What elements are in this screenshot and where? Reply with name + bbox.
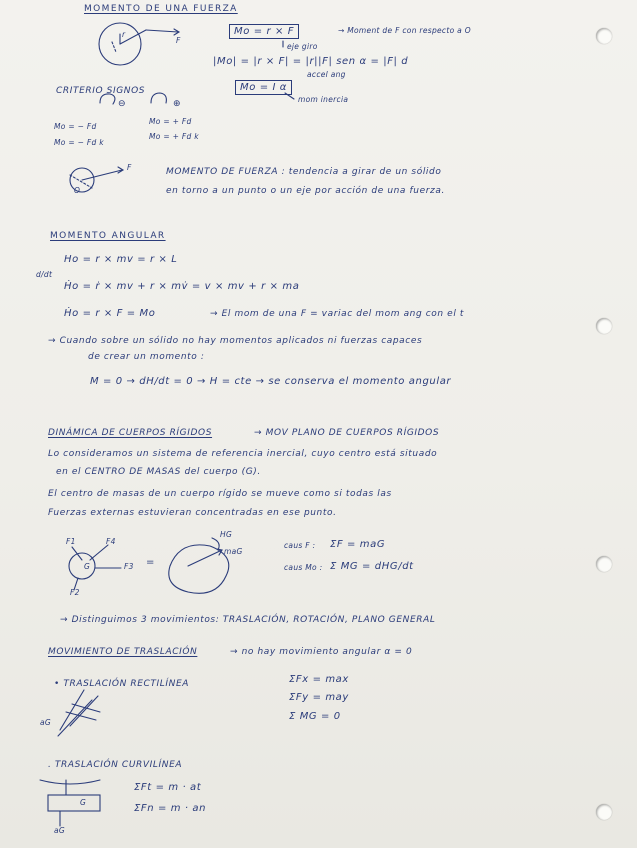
- eje-giro-label: eje giro: [287, 42, 318, 51]
- free-body-circle-diagram: [69, 553, 95, 579]
- moment-variation-note: → El mom de una F = variac del mom ang con el t: [210, 309, 465, 319]
- three-motions-note: → Distinguimos 3 movimientos: TRASLACIÓN, ROTACIÓN, PLANO GENERAL: [60, 615, 436, 625]
- section-title-dinamica-cuerpos-rigidos: DINÁMICA DE CUERPOS RÍGIDOS: [48, 428, 213, 438]
- force-y-equation: ΣFy = may: [289, 692, 349, 703]
- vector-r-label: r: [122, 30, 126, 39]
- force-F4-label: F4: [106, 537, 116, 546]
- moment-definition-line-2: en torno a un punto o un eje por acción de una fuerza.: [166, 186, 445, 196]
- vector-F-label: F: [176, 36, 181, 45]
- rectilinear-translation-title: • TRASLACIÓN RECTILÍNEA: [54, 679, 189, 689]
- force-F2-label: F2: [70, 588, 80, 597]
- curvilinear-acceleration-label: aG: [54, 826, 66, 835]
- moment-inertia-formula: Mo = I α: [235, 80, 292, 95]
- no-angular-motion-note: → no hay movimiento angular α = 0: [230, 647, 413, 657]
- newton-second-law-equation: ΣF = maG: [330, 539, 386, 550]
- reference-frame-line-1: Lo consideramos un sistema de referencia inercial, cuyo centro está situado: [48, 449, 438, 459]
- force-F1-label: F1: [66, 537, 76, 546]
- moment-definition-line-1: MOMENTO DE FUERZA : tendencia a girar de un sólido: [166, 167, 442, 177]
- binder-hole-bottom: [596, 804, 612, 820]
- angular-momentum-derivative: Ḣo = ṙ × mv + r × mv̇ = v × mv + r × ma: [64, 281, 300, 292]
- moment-cross-product-formula: Mo = r × F: [229, 24, 299, 39]
- counterclockwise-arrow-diagram: [151, 93, 166, 103]
- center-of-mass-line-1: El centro de masas de un cuerpo rígido se mueve como si todas las: [48, 489, 392, 499]
- normal-force-equation: ΣFn = m · an: [134, 803, 207, 814]
- diagram-G-label: G: [84, 562, 91, 571]
- moment-cause-label: caus Mo :: [284, 563, 323, 572]
- rectilinear-acceleration-label: aG: [40, 718, 52, 727]
- tangential-force-equation: ΣFt = m · at: [134, 782, 202, 793]
- moment-positive-scalar: Mo = + Fd: [149, 117, 192, 126]
- zero-moment-equation: Σ MG = 0: [289, 711, 341, 722]
- diagram-HG-label: HG: [220, 530, 233, 539]
- moment-definition-note: → Moment de F con respecto a O: [338, 26, 471, 35]
- section-title-momento-fuerza: MOMENTO DE UNA FUERZA: [84, 4, 238, 14]
- diagram-point-O-label: O: [74, 186, 81, 195]
- moment-inertia-label: mom inercia: [298, 95, 349, 104]
- moment-negative-scalar: Mo = − Fd: [54, 122, 97, 131]
- moment-positive-vector: Mo = + Fd k: [149, 132, 199, 141]
- plane-motion-note: → MOV PLANO DE CUERPOS RÍGIDOS: [254, 428, 440, 438]
- sign-criteria-title: CRITERIO SIGNOS: [56, 86, 146, 96]
- plus-sign-symbol: ⊕: [173, 99, 182, 109]
- binder-hole-top: [596, 28, 612, 44]
- reference-frame-line-2: en el CENTRO DE MASAS del cuerpo (G).: [56, 467, 261, 477]
- rigid-body-circle-diagram: [99, 23, 141, 65]
- binder-hole-upper-middle: [596, 318, 612, 334]
- center-of-mass-line-2: Fuerzas externas estuvieran concentradas en ese punto.: [48, 508, 337, 518]
- kinetic-body-blob-diagram: [169, 545, 229, 593]
- section-title-momento-angular: MOMENTO ANGULAR: [50, 231, 166, 241]
- curvilinear-translation-title: . TRASLACIÓN CURVILÍNEA: [48, 760, 183, 770]
- angular-acceleration-label: accel ang: [307, 70, 346, 79]
- diagram-force-F-label: F: [127, 163, 132, 172]
- moment-angular-momentum-equation: Σ MG = dHG/dt: [330, 561, 414, 572]
- binder-hole-lower-middle: [596, 556, 612, 572]
- angular-momentum-definition: Ho = r × mv = r × L: [64, 254, 178, 265]
- diagram-maG-label: maG: [224, 547, 243, 556]
- force-cause-label: caus F :: [284, 541, 316, 550]
- moment-modulus-formula: |Mo| = |r × F| = |r||F| sen α = |F| d: [213, 56, 409, 67]
- free-body-equals-sign: =: [146, 557, 155, 568]
- time-derivative-label: d/dt: [36, 270, 53, 279]
- curvilinear-G-label: G: [80, 798, 87, 807]
- moment-negative-vector: Mo = − Fd k: [54, 138, 104, 147]
- angular-momentum-conservation: M = 0 → dH/dt = 0 → H = cte → se conserva el momento angular: [90, 376, 452, 387]
- force-F3-label: F3: [124, 562, 134, 571]
- conservation-condition-line-2: de crear un momento :: [88, 352, 205, 362]
- force-x-equation: ΣFx = max: [289, 674, 349, 685]
- angular-momentum-moment-relation: Ḣo = r × F = Mo: [64, 308, 156, 319]
- section-title-movimiento-traslacion: MOVIMIENTO DE TRASLACIÓN: [48, 647, 198, 657]
- minus-sign-symbol: ⊖: [118, 99, 127, 109]
- conservation-condition-line-1: → Cuando sobre un sólido no hay momentos aplicados ni fuerzas capaces: [48, 336, 423, 346]
